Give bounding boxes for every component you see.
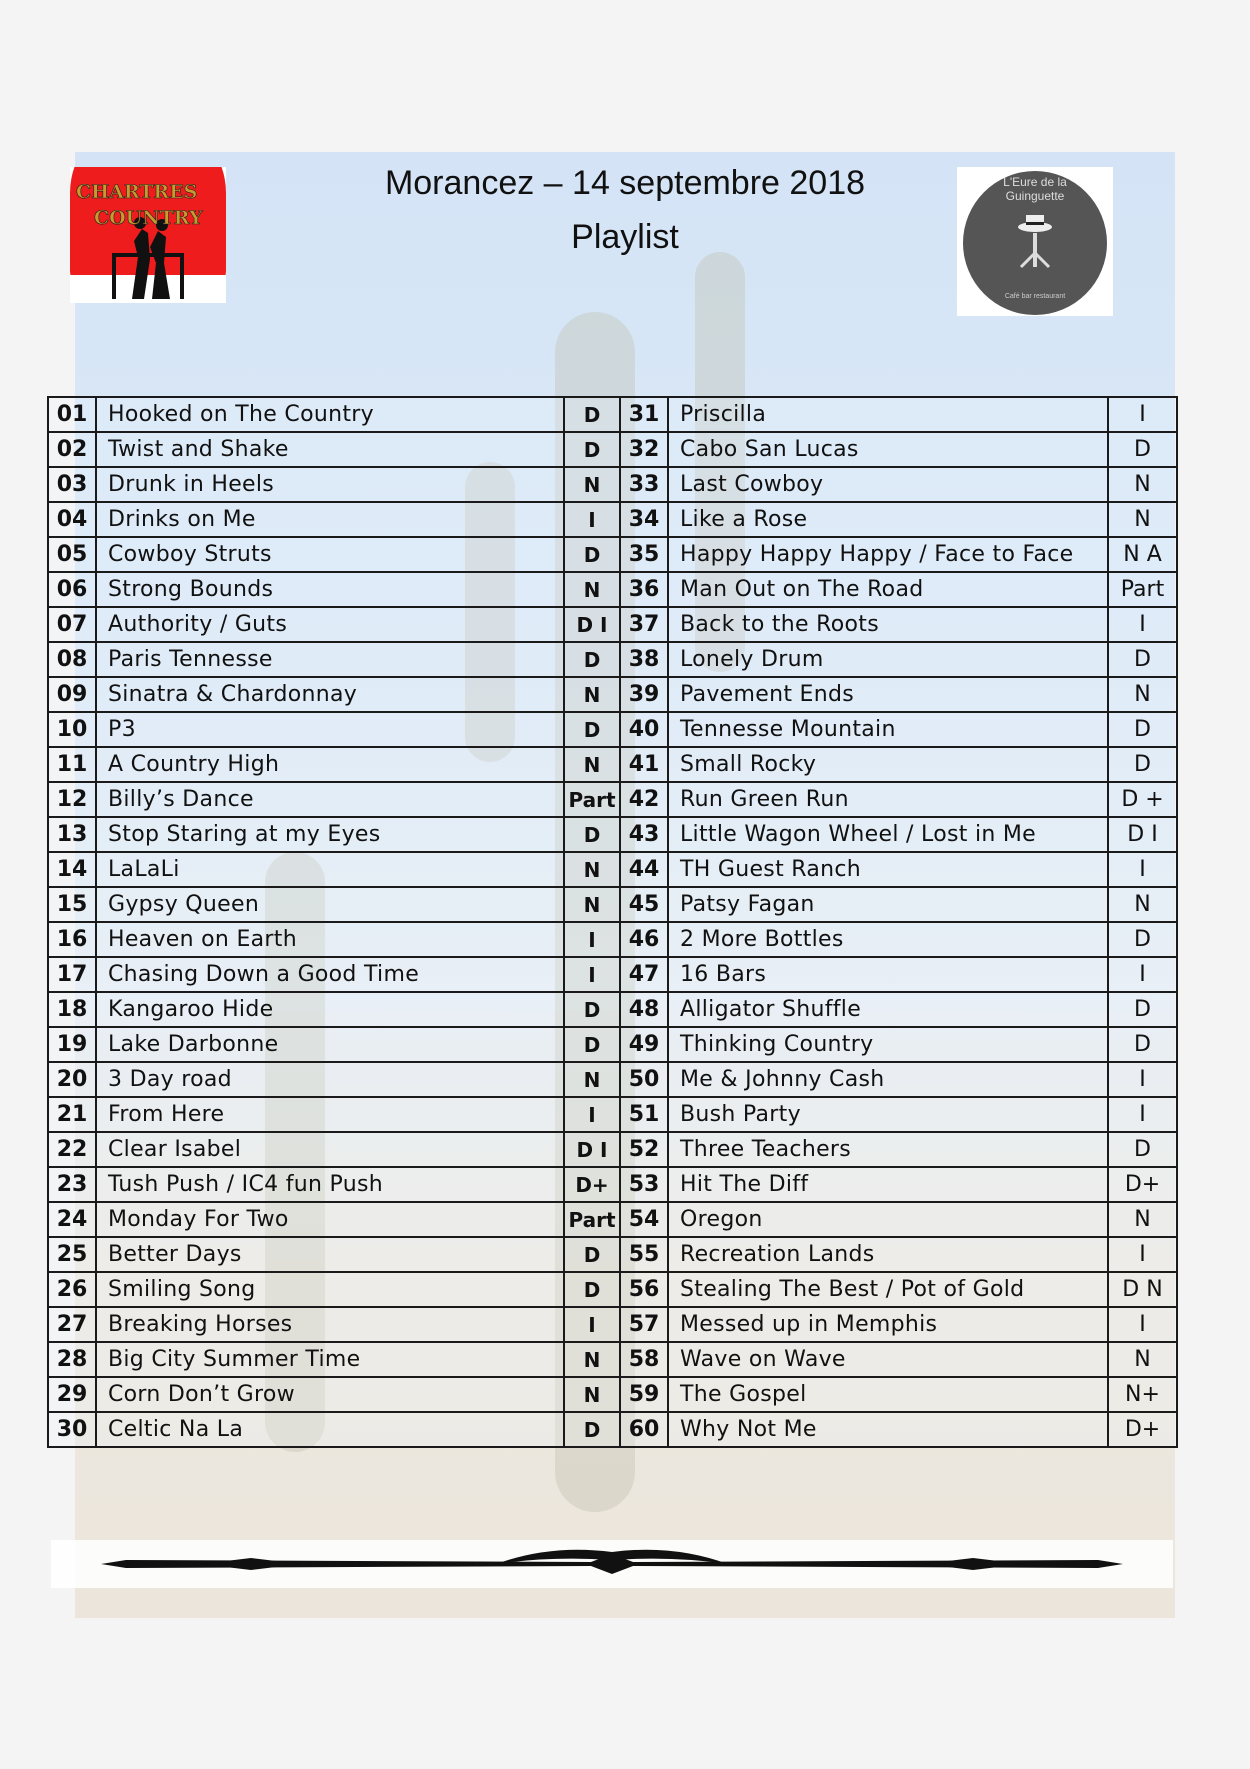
playlist-row (48, 922, 1177, 957)
track-title-right: Little Wagon Wheel / Lost in Me (668, 817, 1108, 852)
track-dance-code-left: N (564, 1062, 620, 1097)
track-number-left: 13 (48, 817, 96, 852)
track-title-left: Heaven on Earth (96, 922, 564, 957)
track-title-right: Messed up in Memphis (668, 1307, 1108, 1342)
track-number-left: 24 (48, 1202, 96, 1237)
track-dance-code-right: N A (1108, 537, 1177, 572)
playlist-row (48, 817, 1177, 852)
track-number-right: 44 (620, 852, 668, 887)
track-dance-code-right: I (1108, 1237, 1177, 1272)
track-number-left: 28 (48, 1342, 96, 1377)
track-number-right: 43 (620, 817, 668, 852)
track-number-right: 40 (620, 712, 668, 747)
track-number-left: 03 (48, 467, 96, 502)
track-title-right: Lonely Drum (668, 642, 1108, 677)
track-number-left: 05 (48, 537, 96, 572)
track-title-right: 2 More Bottles (668, 922, 1108, 957)
track-number-right: 41 (620, 747, 668, 782)
track-number-right: 39 (620, 677, 668, 712)
chartres-country-logo (70, 167, 226, 303)
track-dance-code-right: I (1108, 397, 1177, 432)
track-number-right: 50 (620, 1062, 668, 1097)
track-title-left: From Here (96, 1097, 564, 1132)
track-number-left: 06 (48, 572, 96, 607)
track-number-left: 07 (48, 607, 96, 642)
track-title-right: Run Green Run (668, 782, 1108, 817)
track-dance-code-left: I (564, 502, 620, 537)
track-title-left: Lake Darbonne (96, 1027, 564, 1062)
track-dance-code-right: D (1108, 922, 1177, 957)
track-title-right: Pavement Ends (668, 677, 1108, 712)
track-dance-code-right: I (1108, 957, 1177, 992)
track-number-right: 34 (620, 502, 668, 537)
track-title-left: Corn Don’t Grow (96, 1377, 564, 1412)
track-title-left: Clear Isabel (96, 1132, 564, 1167)
track-title-left: Twist and Shake (96, 432, 564, 467)
track-number-left: 15 (48, 887, 96, 922)
track-number-left: 23 (48, 1167, 96, 1202)
track-dance-code-left: D (564, 1412, 620, 1447)
track-dance-code-left: D (564, 642, 620, 677)
track-number-right: 58 (620, 1342, 668, 1377)
track-number-left: 20 (48, 1062, 96, 1097)
track-dance-code-left: D (564, 397, 620, 432)
playlist-row (48, 1167, 1177, 1202)
playlist-body (48, 397, 1177, 1447)
track-dance-code-right: D (1108, 432, 1177, 467)
track-title-left: Hooked on The Country (96, 397, 564, 432)
track-title-left: Cowboy Struts (96, 537, 564, 572)
playlist-row (48, 502, 1177, 537)
playlist-row (48, 1062, 1177, 1097)
track-title-right: Hit The Diff (668, 1167, 1108, 1202)
playlist-row (48, 1202, 1177, 1237)
track-title-right: Tennesse Mountain (668, 712, 1108, 747)
track-title-right: Three Teachers (668, 1132, 1108, 1167)
playlist-row (48, 432, 1177, 467)
track-title-left: Authority / Guts (96, 607, 564, 642)
track-title-left: Strong Bounds (96, 572, 564, 607)
track-title-right: Recreation Lands (668, 1237, 1108, 1272)
track-title-left: Tush Push / IC4 fun Push (96, 1167, 564, 1202)
playlist-row (48, 1377, 1177, 1412)
track-dance-code-right: D + (1108, 782, 1177, 817)
page-title: Morancez – 14 septembre 2018 (384, 164, 866, 202)
track-dance-code-left: N (564, 467, 620, 502)
track-number-left: 18 (48, 992, 96, 1027)
track-number-right: 54 (620, 1202, 668, 1237)
track-title-left: LaLaLi (96, 852, 564, 887)
track-title-right: Alligator Shuffle (668, 992, 1108, 1027)
track-title-right: Me & Johnny Cash (668, 1062, 1108, 1097)
track-dance-code-left: N (564, 1342, 620, 1377)
track-title-left: Drunk in Heels (96, 467, 564, 502)
logo-right-line3: Café bar restaurant (1004, 293, 1066, 300)
track-title-left: Kangaroo Hide (96, 992, 564, 1027)
playlist-row (48, 1132, 1177, 1167)
track-title-left: 3 Day road (96, 1062, 564, 1097)
track-dance-code-right: N+ (1108, 1377, 1177, 1412)
track-dance-code-left: N (564, 1377, 620, 1412)
logo-right-line2: Guinguette (1005, 189, 1065, 203)
track-number-right: 53 (620, 1167, 668, 1202)
track-number-right: 49 (620, 1027, 668, 1062)
track-title-left: Better Days (96, 1237, 564, 1272)
track-dance-code-right: D (1108, 712, 1177, 747)
track-number-left: 25 (48, 1237, 96, 1272)
track-dance-code-right: D (1108, 1027, 1177, 1062)
track-dance-code-left: I (564, 922, 620, 957)
track-number-left: 09 (48, 677, 96, 712)
playlist-row (48, 1412, 1177, 1447)
track-dance-code-right: D+ (1108, 1167, 1177, 1202)
track-dance-code-right: N (1108, 1342, 1177, 1377)
track-number-right: 52 (620, 1132, 668, 1167)
track-number-left: 27 (48, 1307, 96, 1342)
playlist-row (48, 1307, 1177, 1342)
playlist-row (48, 467, 1177, 502)
track-dance-code-left: D (564, 992, 620, 1027)
track-dance-code-left: N (564, 887, 620, 922)
track-dance-code-left: N (564, 747, 620, 782)
track-title-right: Why Not Me (668, 1412, 1108, 1447)
track-title-left: Big City Summer Time (96, 1342, 564, 1377)
playlist-row (48, 1342, 1177, 1377)
track-title-right: Patsy Fagan (668, 887, 1108, 922)
track-dance-code-left: D (564, 817, 620, 852)
track-number-right: 45 (620, 887, 668, 922)
playlist-row (48, 642, 1177, 677)
track-title-right: TH Guest Ranch (668, 852, 1108, 887)
track-number-left: 14 (48, 852, 96, 887)
track-title-left: A Country High (96, 747, 564, 782)
track-dance-code-right: I (1108, 607, 1177, 642)
track-number-left: 21 (48, 1097, 96, 1132)
track-title-left: Celtic Na La (96, 1412, 564, 1447)
track-dance-code-right: Part (1108, 572, 1177, 607)
track-title-left: Gypsy Queen (96, 887, 564, 922)
track-title-right: Happy Happy Happy / Face to Face (668, 537, 1108, 572)
logo-right-line1: L'Eure de la (1003, 175, 1067, 189)
track-title-right: Oregon (668, 1202, 1108, 1237)
playlist-row (48, 677, 1177, 712)
track-number-right: 32 (620, 432, 668, 467)
playlist-row (48, 1272, 1177, 1307)
track-dance-code-right: D N (1108, 1272, 1177, 1307)
track-number-right: 31 (620, 397, 668, 432)
track-dance-code-left: N (564, 852, 620, 887)
track-title-right: The Gospel (668, 1377, 1108, 1412)
track-dance-code-right: I (1108, 1062, 1177, 1097)
playlist-row (48, 1097, 1177, 1132)
track-dance-code-right: D (1108, 642, 1177, 677)
track-dance-code-left: D I (564, 607, 620, 642)
track-dance-code-right: D I (1108, 817, 1177, 852)
playlist-row (48, 782, 1177, 817)
logo-text-line1: CHARTRES (76, 181, 198, 203)
track-dance-code-right: I (1108, 852, 1177, 887)
track-dance-code-left: N (564, 572, 620, 607)
track-number-left: 30 (48, 1412, 96, 1447)
track-dance-code-left: I (564, 957, 620, 992)
track-title-right: Like a Rose (668, 502, 1108, 537)
track-number-left: 08 (48, 642, 96, 677)
track-number-right: 36 (620, 572, 668, 607)
track-number-left: 26 (48, 1272, 96, 1307)
track-dance-code-right: N (1108, 887, 1177, 922)
track-dance-code-left: D+ (564, 1167, 620, 1202)
track-title-left: Chasing Down a Good Time (96, 957, 564, 992)
track-number-right: 59 (620, 1377, 668, 1412)
track-dance-code-left: D (564, 537, 620, 572)
playlist-row (48, 537, 1177, 572)
track-dance-code-left: D (564, 432, 620, 467)
ornamental-divider-icon (51, 1540, 1173, 1588)
playlist-row (48, 572, 1177, 607)
track-number-left: 04 (48, 502, 96, 537)
page-subtitle: Playlist (571, 218, 679, 256)
track-title-left: Paris Tennesse (96, 642, 564, 677)
track-dance-code-left: D (564, 1237, 620, 1272)
track-dance-code-right: D (1108, 992, 1177, 1027)
track-title-right: Bush Party (668, 1097, 1108, 1132)
track-number-right: 38 (620, 642, 668, 677)
track-number-left: 17 (48, 957, 96, 992)
playlist-row (48, 887, 1177, 922)
track-dance-code-right: N (1108, 1202, 1177, 1237)
track-number-right: 56 (620, 1272, 668, 1307)
track-number-right: 42 (620, 782, 668, 817)
track-dance-code-left: I (564, 1097, 620, 1132)
track-title-left: Stop Staring at my Eyes (96, 817, 564, 852)
track-dance-code-left: D I (564, 1132, 620, 1167)
track-number-right: 46 (620, 922, 668, 957)
track-title-right: 16 Bars (668, 957, 1108, 992)
playlist-row (48, 397, 1177, 432)
track-number-left: 02 (48, 432, 96, 467)
track-dance-code-left: D (564, 712, 620, 747)
track-number-left: 29 (48, 1377, 96, 1412)
track-title-right: Cabo San Lucas (668, 432, 1108, 467)
track-number-left: 10 (48, 712, 96, 747)
track-title-right: Last Cowboy (668, 467, 1108, 502)
track-number-right: 47 (620, 957, 668, 992)
track-title-left: Monday For Two (96, 1202, 564, 1237)
track-dance-code-right: D (1108, 1132, 1177, 1167)
track-number-left: 16 (48, 922, 96, 957)
playlist-table (47, 396, 1178, 1448)
track-number-left: 12 (48, 782, 96, 817)
track-title-right: Small Rocky (668, 747, 1108, 782)
track-dance-code-right: I (1108, 1097, 1177, 1132)
track-title-left: Sinatra & Chardonnay (96, 677, 564, 712)
track-dance-code-right: N (1108, 502, 1177, 537)
track-number-right: 55 (620, 1237, 668, 1272)
playlist-row (48, 712, 1177, 747)
track-number-right: 35 (620, 537, 668, 572)
playlist-row (48, 1027, 1177, 1062)
track-title-right: Wave on Wave (668, 1342, 1108, 1377)
track-title-left: P3 (96, 712, 564, 747)
track-title-right: Back to the Roots (668, 607, 1108, 642)
playlist-row (48, 747, 1177, 782)
track-title-right: Stealing The Best / Pot of Gold (668, 1272, 1108, 1307)
track-title-right: Man Out on The Road (668, 572, 1108, 607)
playlist-row (48, 607, 1177, 642)
track-number-left: 11 (48, 747, 96, 782)
track-dance-code-left: N (564, 677, 620, 712)
track-dance-code-right: I (1108, 1307, 1177, 1342)
track-number-right: 60 (620, 1412, 668, 1447)
playlist-row (48, 1237, 1177, 1272)
track-number-right: 48 (620, 992, 668, 1027)
track-dance-code-right: N (1108, 677, 1177, 712)
track-number-left: 01 (48, 397, 96, 432)
playlist-row (48, 852, 1177, 887)
track-dance-code-right: D+ (1108, 1412, 1177, 1447)
track-title-left: Breaking Horses (96, 1307, 564, 1342)
track-number-right: 51 (620, 1097, 668, 1132)
track-title-left: Smiling Song (96, 1272, 564, 1307)
track-number-right: 33 (620, 467, 668, 502)
playlist-row (48, 957, 1177, 992)
track-dance-code-right: D (1108, 747, 1177, 782)
track-dance-code-left: D (564, 1272, 620, 1307)
eure-guinguette-logo (957, 167, 1113, 316)
track-title-left: Drinks on Me (96, 502, 564, 537)
track-number-left: 22 (48, 1132, 96, 1167)
track-title-right: Priscilla (668, 397, 1108, 432)
track-number-right: 37 (620, 607, 668, 642)
track-dance-code-right: N (1108, 467, 1177, 502)
track-dance-code-left: Part (564, 782, 620, 817)
track-title-left: Billy’s Dance (96, 782, 564, 817)
playlist-row (48, 992, 1177, 1027)
logo-text-line2: COUNTRY (94, 207, 203, 229)
track-dance-code-left: Part (564, 1202, 620, 1237)
track-dance-code-left: I (564, 1307, 620, 1342)
track-number-left: 19 (48, 1027, 96, 1062)
track-title-right: Thinking Country (668, 1027, 1108, 1062)
track-dance-code-left: D (564, 1027, 620, 1062)
track-number-right: 57 (620, 1307, 668, 1342)
ornament-band (51, 1540, 1173, 1588)
